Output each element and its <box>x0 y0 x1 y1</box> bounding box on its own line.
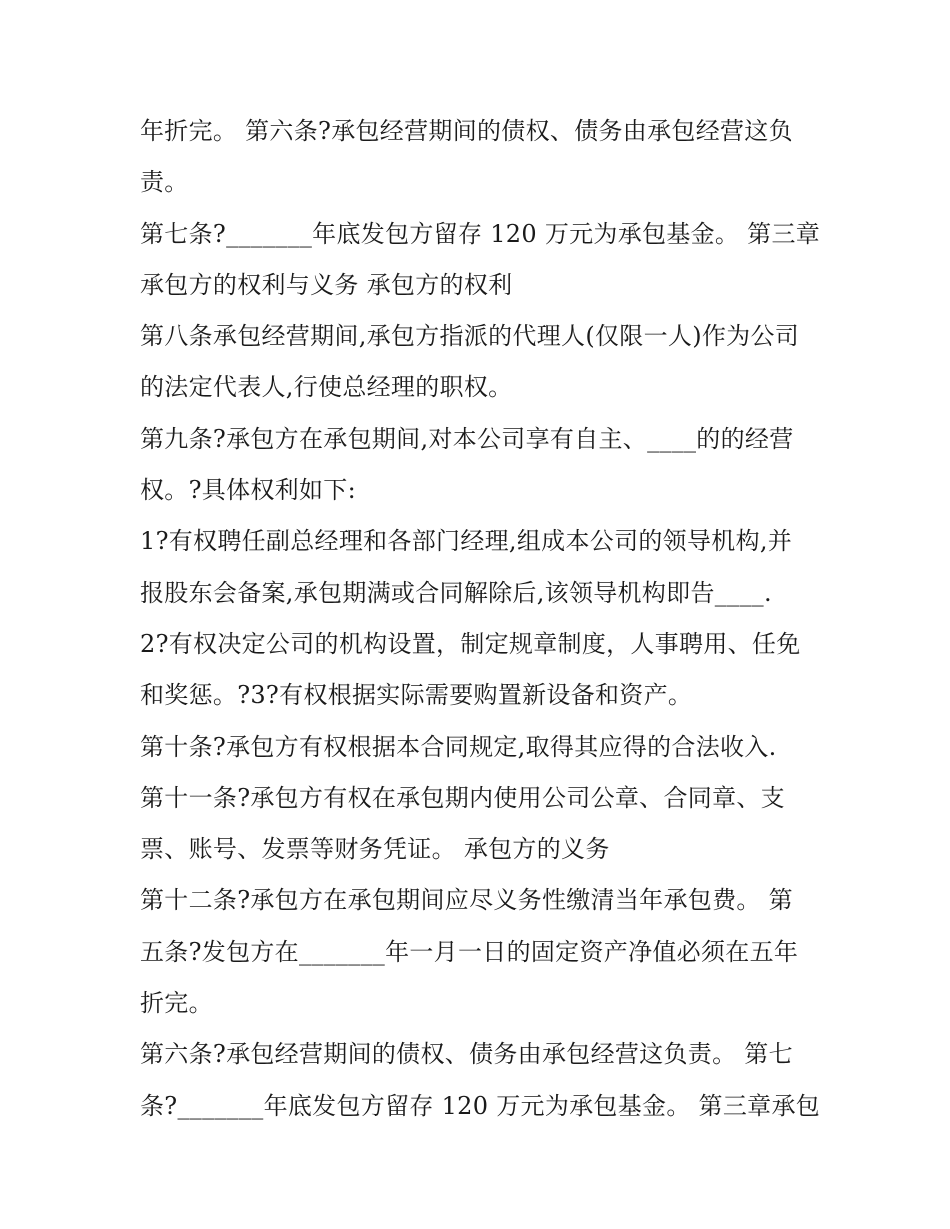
text-line: 1?有权聘任副总经理和各部门经理,组成本公司的领导机构,并 <box>140 527 793 556</box>
text-line: 和奖惩。?3?有权根据实际需要购置新设备和资产。 <box>140 681 693 710</box>
text-line: 2?有权决定公司的机构设置，制定规章制度，人事聘用、任免 <box>140 629 801 658</box>
text-line: 的法定代表人,行使总经理的职权。 <box>140 373 513 402</box>
text-line: 条?_______年底发包方留存 120 万元为承包基金。 第三章承包 <box>140 1091 821 1120</box>
text-line: 承包方的权利与义务 承包方的权利 <box>140 270 513 299</box>
text-line: 第六条?承包经营期间的债权、债务由承包经营这负责。 第七 <box>140 1040 793 1069</box>
text-line: 责。 <box>140 168 189 197</box>
text-line: 权。?具体权利如下: <box>140 476 356 505</box>
document-body <box>140 106 821 1132</box>
text-line: 票、账号、发票等财务凭证。 承包方的义务 <box>140 835 610 864</box>
text-line: 年折完。 第六条?承包经营期间的债权、债务由承包经营这负 <box>140 117 793 145</box>
text-line: 折完。 <box>140 989 213 1018</box>
text-line: 第七条?_______年底发包方留存 120 万元为承包基金。 第三章 <box>140 219 821 248</box>
text-line: 五条?发包方在_______年一月一日的固定资产净值必须在五年 <box>140 937 799 966</box>
text-line: 第八条承包经营期间,承包方指派的代理人(仅限一人)作为公司 <box>140 322 800 351</box>
text-line: 第十一条?承包方有权在承包期内使用公司公章、合同章、支 <box>140 783 785 812</box>
text-line: 第十条?承包方有权根据本合同规定,取得其应得的合法收入. <box>140 732 777 761</box>
text-line: 第十二条?承包方在承包期间应尽义务性缴清当年承包费。 第 <box>140 886 793 915</box>
text-line: 报股东会备案,承包期满或合同解除后,该领导机构即告____. <box>140 578 772 607</box>
text-line: 第九条?承包方在承包期间,对本公司享有自主、____的的经营 <box>140 424 794 453</box>
